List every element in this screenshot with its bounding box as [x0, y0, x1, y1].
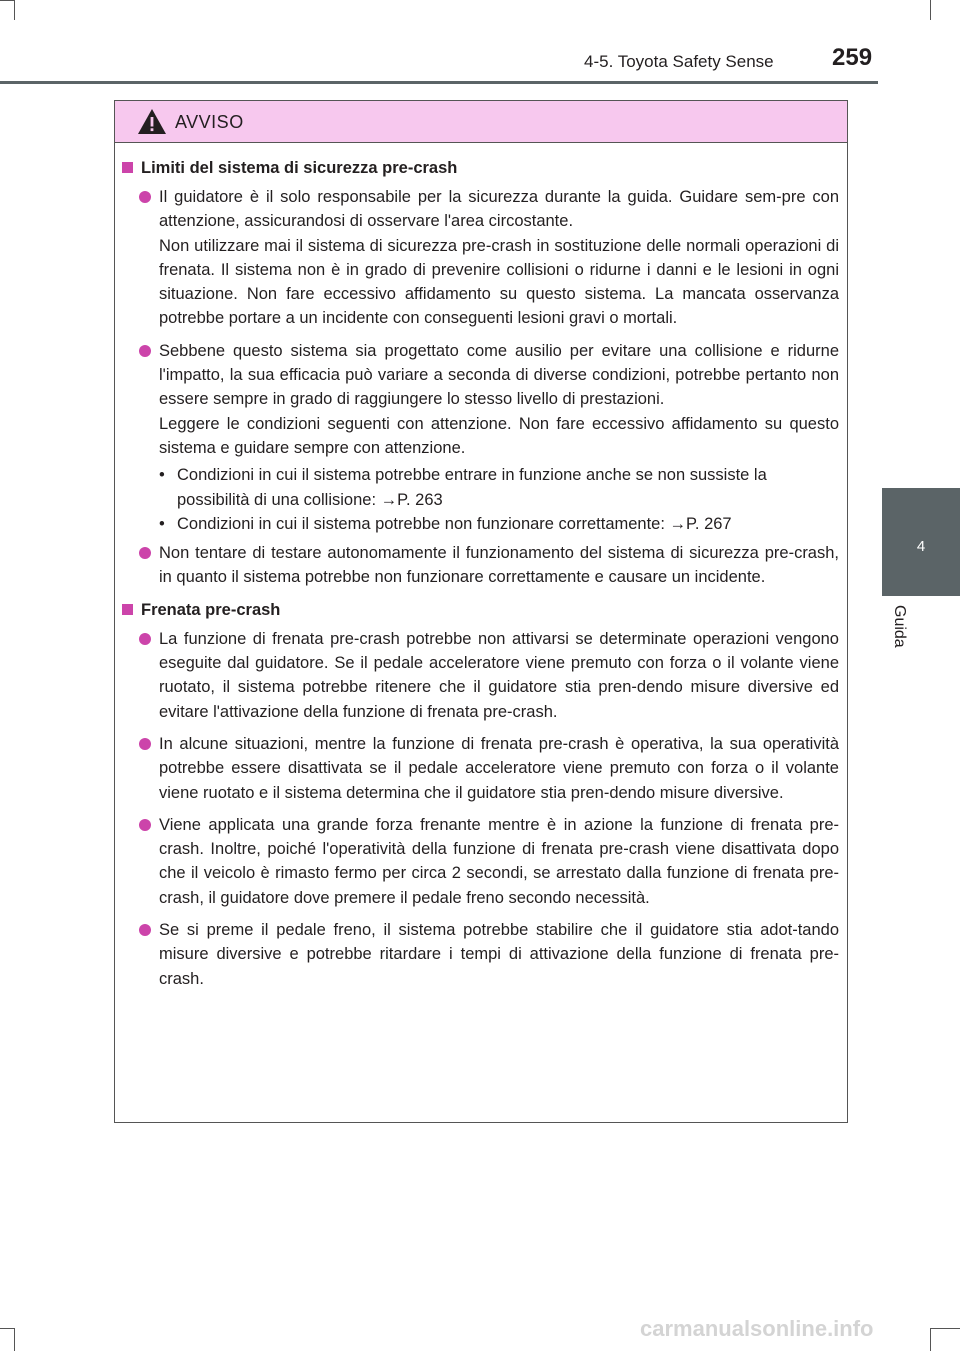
- crop-mark: [930, 1328, 931, 1351]
- section-heading: [115, 156, 847, 180]
- warning-box: [114, 100, 848, 1123]
- crop-mark: [930, 1328, 960, 1329]
- sub-item-text: Condizioni in cui il sistema potrebbe non funzionare correttamente: →P. 267: [177, 514, 732, 533]
- square-bullet-icon: [122, 162, 133, 173]
- sub-list: [115, 463, 847, 536]
- crop-mark: [930, 0, 931, 20]
- section-heading: [115, 598, 847, 622]
- chapter-label-container: [891, 605, 920, 665]
- crop-mark: [0, 0, 14, 1]
- paragraph: La funzione di frenata pre-crash potrebbe non attivarsi se determinate operazioni vengono eseguite dal guidatore. Se il pedale acceleratore viene premuto con forza o il volante viene ruotato, il sistema potrebbe ritenere che il guidatore stia pren-dendo misure diversive ed evitare l'attivazione della funzione di frenata pre-crash.: [159, 629, 839, 721]
- header-rule: [0, 81, 878, 84]
- sub-bullet-mark: •: [159, 514, 165, 533]
- circle-bullet-icon: [139, 547, 151, 559]
- paragraph: Se si preme il pedale freno, il sistema potrebbe stabilire che il guidatore stia adot-tando misure diversive e potrebbe ritardare i tempi di attivazione della funzione di frenata pre-crash.: [159, 921, 839, 988]
- list-item: [115, 339, 847, 460]
- sub-item: [115, 512, 847, 536]
- square-bullet-icon: [122, 604, 133, 615]
- sub-item-text: Condizioni in cui il sistema potrebbe entrare in funzione anche se non sussiste la possibilità di una collisione: →P. 263: [177, 466, 767, 509]
- section-title: 4-5. Toyota Safety Sense: [584, 52, 774, 71]
- paragraph: Non utilizzare mai il sistema di sicurezza pre-crash in sostituzione delle normali operazioni di frenata. Il sistema non è in grado di prevenire collisioni o ridurne i danni e le lesioni in ogni situazione. Non fare eccessivo affidamento su questo sistema. La mancata osservanza potrebbe portare a un incidente con conseguenti lesioni gravi o mortali.: [159, 236, 839, 328]
- sub-bullet-mark: •: [159, 466, 165, 485]
- circle-bullet-icon: [139, 191, 151, 203]
- warning-content: [115, 156, 847, 999]
- circle-bullet-icon: [139, 738, 151, 750]
- warning-triangle-icon: [137, 108, 167, 135]
- paragraph: Sebbene questo sistema sia progettato come ausilio per evitare una collisione e ridurne l'impatto, la sua efficacia può variare a seconda di diverse condizioni, potrebbe pertanto non essere sempre in grado di raggiungere lo stesso livello di prestazioni.: [159, 341, 839, 409]
- warning-title: AVVISO: [175, 112, 244, 132]
- chapter-label: Guida: [891, 605, 908, 648]
- circle-bullet-icon: [139, 924, 151, 936]
- heading-text: Frenata pre-crash: [141, 600, 281, 619]
- crop-mark: [14, 1328, 15, 1351]
- watermark: carmanualsonline.info: [640, 1316, 874, 1341]
- circle-bullet-icon: [139, 633, 151, 645]
- paragraph: Il guidatore è il solo responsabile per la sicurezza durante la guida. Guidare sem-pre con attenzione, assicurandosi di osservare l'area circostante.: [159, 188, 839, 231]
- chapter-tab: [882, 488, 960, 596]
- chapter-number: 4: [916, 538, 926, 555]
- circle-bullet-icon: [139, 819, 151, 831]
- sub-item: [115, 463, 847, 512]
- crop-mark: [14, 0, 15, 20]
- list-item: [115, 732, 847, 805]
- list-item: [115, 541, 847, 590]
- circle-bullet-icon: [139, 345, 151, 357]
- list-item: [115, 813, 847, 910]
- crop-mark: [0, 1328, 14, 1329]
- paragraph: Leggere le condizioni seguenti con attenzione. Non fare eccessivo affidamento su questo sistema e guidare sempre con attenzione.: [159, 414, 839, 457]
- list-item: [115, 627, 847, 724]
- paragraph: Non tentare di testare autonomamente il funzionamento del sistema di sicurezza pre-crash, in quanto il sistema potrebbe non funzionare correttamente e causare un incidente.: [159, 544, 839, 587]
- list-item: [115, 185, 847, 331]
- page-number: 259: [832, 44, 873, 71]
- paragraph: Viene applicata una grande forza frenante mentre è in azione la funzione di frenata pre-crash. Inoltre, poiché l'operatività della funzione di frenata pre-crash viene disattivata dopo che il veicolo è rimasto fermo per circa 2 secondi, se arrestato dalla funzione di frenata pre-crash, il guidatore dove premere il pedale freno secondo necessità.: [159, 815, 839, 907]
- list-item: [115, 918, 847, 991]
- paragraph: In alcune situazioni, mentre la funzione di frenata pre-crash è operativa, la sua operatività potrebbe essere disattivata se il pedale acceleratore viene premuto con forza o il volante viene ruotato e il sistema determina che il guidatore stia pren-dendo misure diversive.: [159, 734, 839, 802]
- warning-header: [115, 101, 847, 143]
- heading-text: Limiti del sistema di sicurezza pre-crash: [141, 159, 458, 177]
